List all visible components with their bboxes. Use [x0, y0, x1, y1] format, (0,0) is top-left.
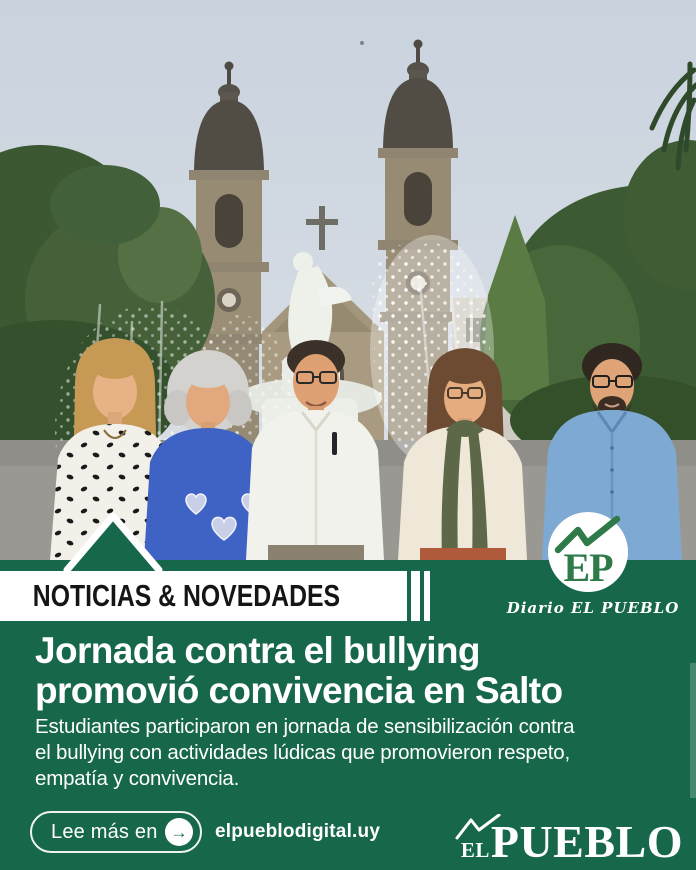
headline-line-1: Jornada contra el bullying	[35, 630, 480, 671]
ep-logo-badge	[548, 512, 628, 592]
section-banner-label: NOTICIAS & NOVEDADES	[32, 578, 341, 613]
el-pueblo-logo-el	[461, 804, 490, 863]
up-arrow-icon	[60, 508, 166, 572]
website-link[interactable]: elpueblodigital.uy	[215, 821, 381, 842]
read-more-label: Lee más en	[51, 820, 158, 843]
el-pueblo-logo	[460, 804, 683, 867]
pen-in-pocket	[332, 432, 337, 455]
arrow-glyph: →	[170, 822, 188, 842]
banner-accent-bar	[411, 571, 420, 621]
cross-icon	[319, 206, 325, 250]
diario-caption: Diario EL PUEBLO	[506, 599, 680, 617]
summary-line-2: el bullying con actividades lúdicas que promovieron respeto,	[35, 741, 570, 764]
read-more-button[interactable]	[30, 811, 202, 853]
bird-speck	[360, 41, 364, 45]
ep-monogram: EP	[563, 545, 613, 590]
headline	[35, 631, 562, 711]
section-banner	[0, 571, 407, 621]
summary-line-1: Estudiantes participaron en jornada de sensibilización contra	[35, 715, 575, 738]
el-text: EL	[460, 838, 490, 862]
summary	[35, 714, 574, 792]
arrow-right-icon	[165, 818, 193, 846]
banner-accent-bar	[424, 571, 430, 621]
summary-line-3: empatía y convivencia.	[35, 767, 240, 790]
logo-check-icon	[455, 814, 507, 840]
el-pueblo-logo-pueblo: PUEBLO	[490, 816, 683, 867]
edge-accent-strip	[690, 663, 696, 798]
headline-line-2: promovió convivencia en Salto	[35, 670, 563, 711]
